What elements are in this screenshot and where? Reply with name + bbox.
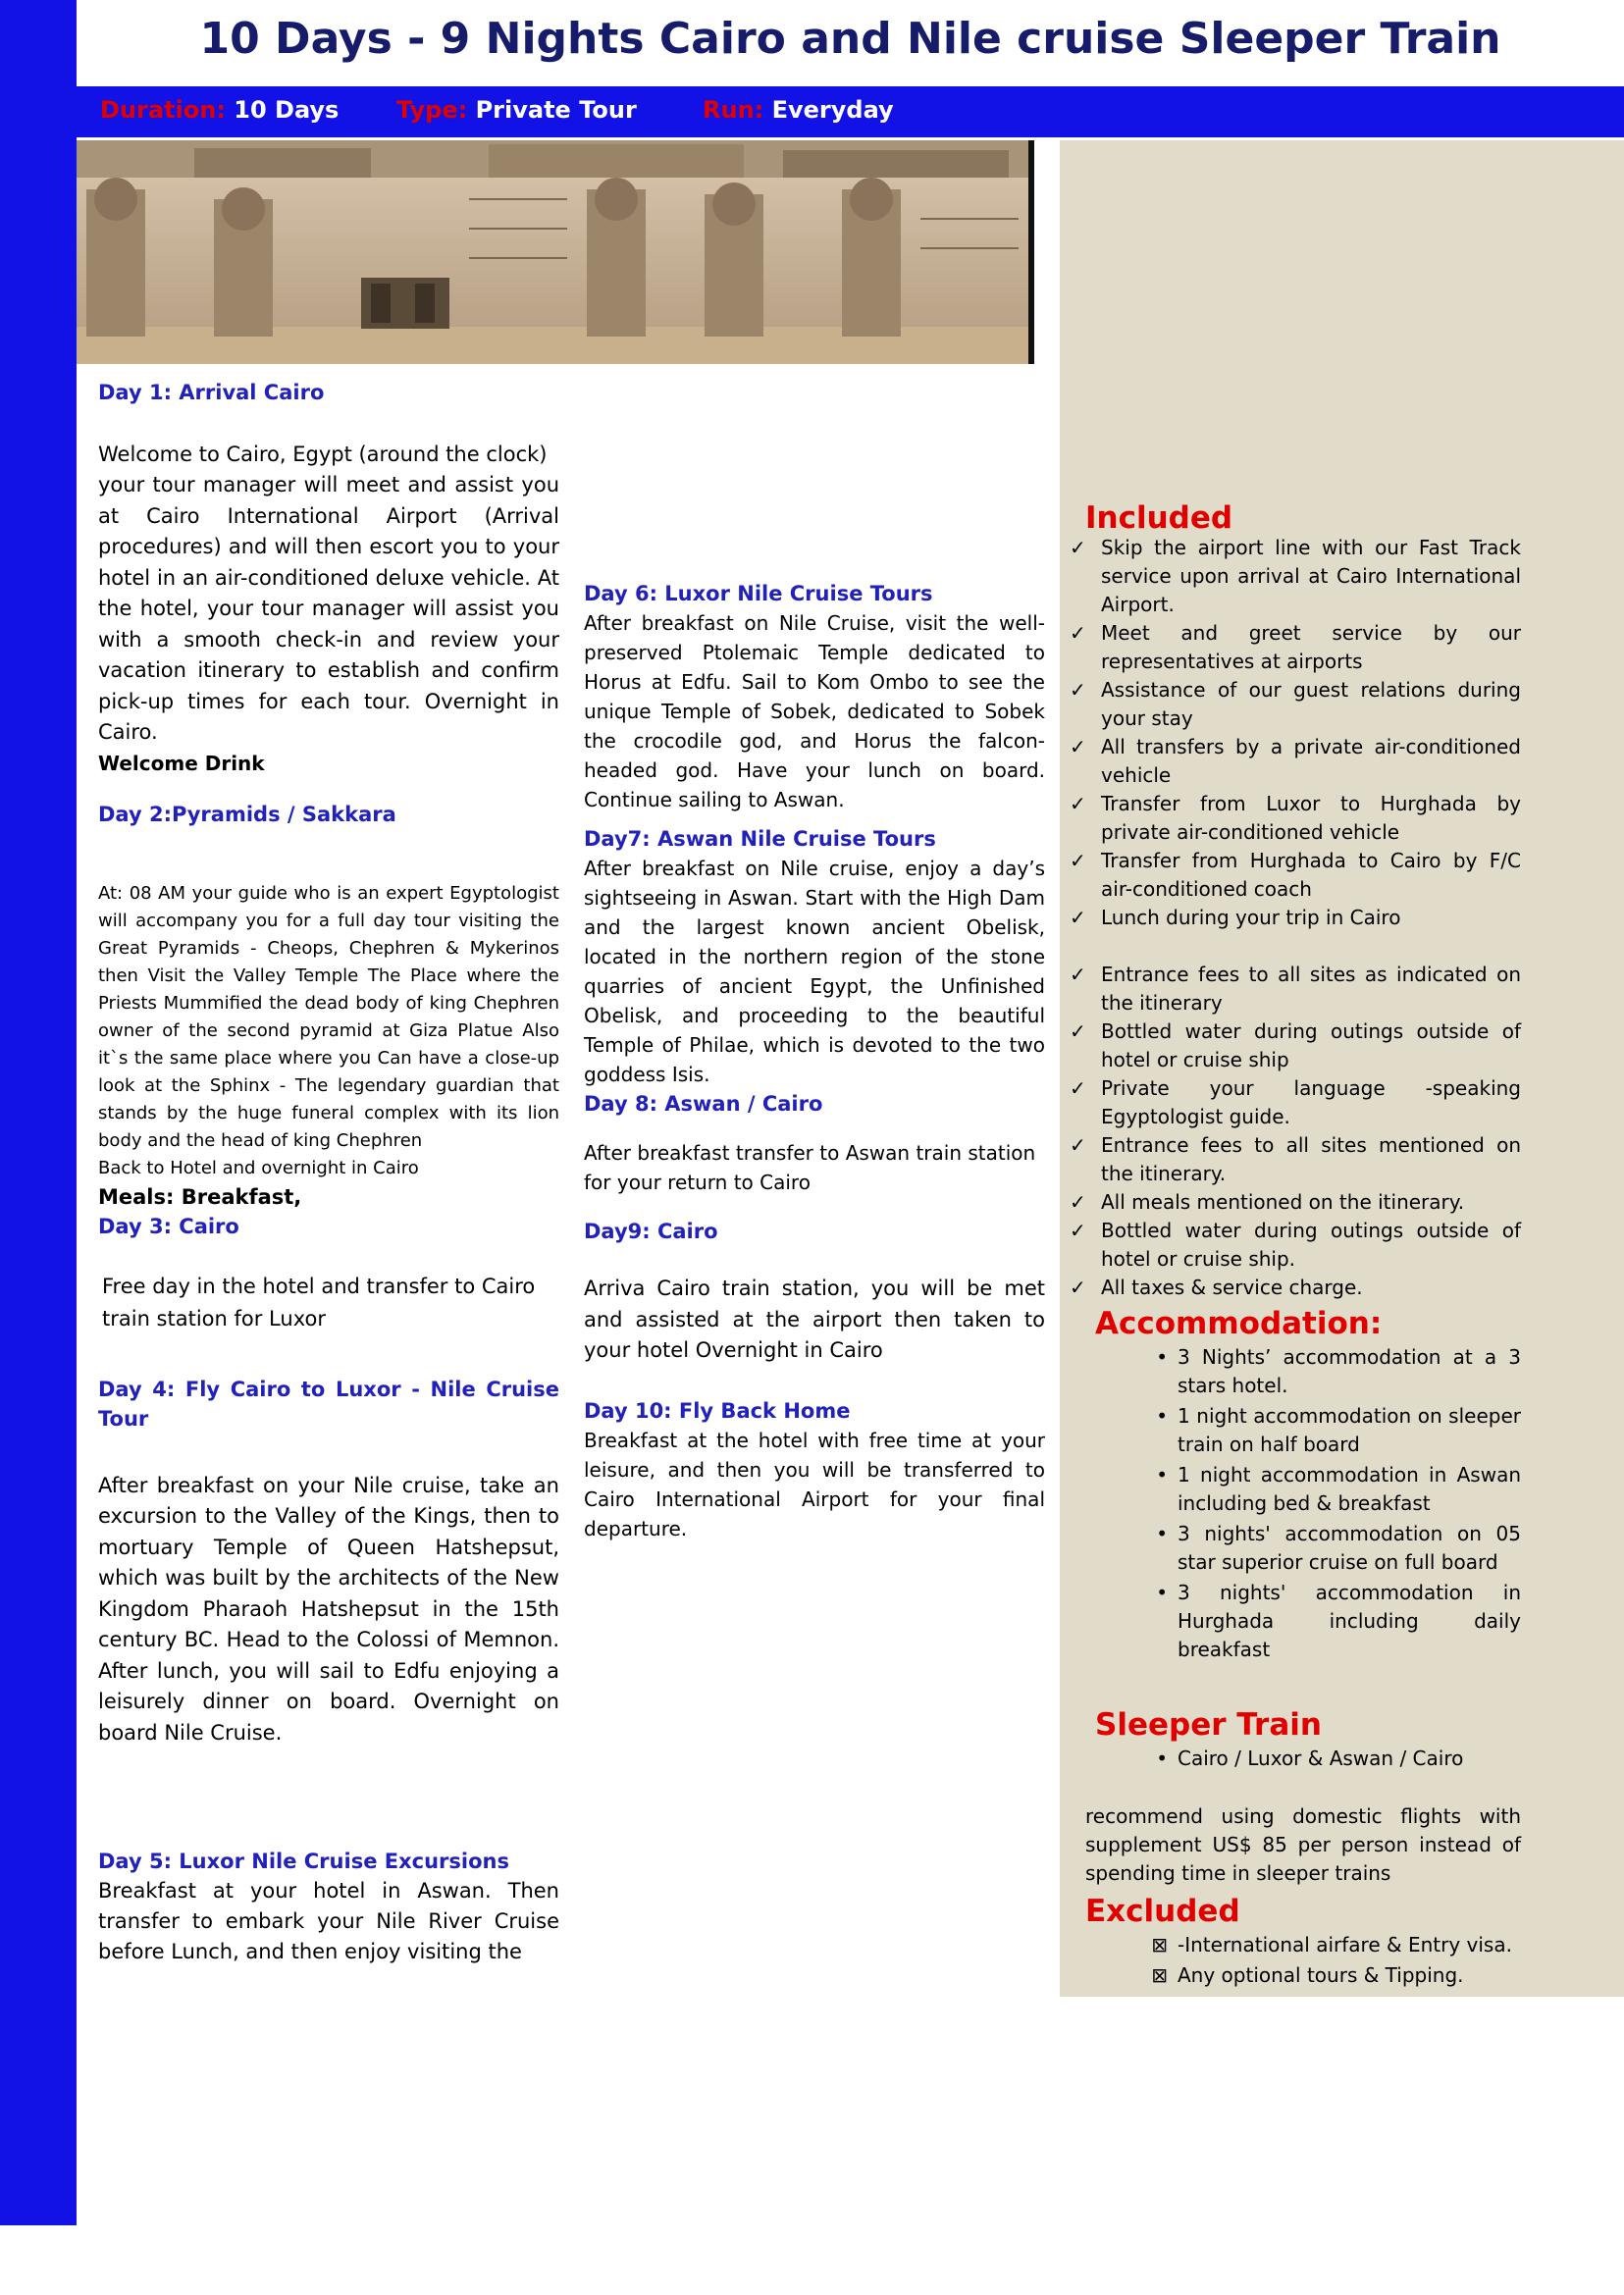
itinerary-left-column: [98, 378, 559, 1967]
day-8-heading: Day 8: Aswan / Cairo: [584, 1092, 823, 1116]
day-8-body: After breakfast transfer to Aswan train station for your return to Cairo: [584, 1141, 1036, 1194]
day-9-heading: Day9: Cairo: [584, 1220, 718, 1243]
day-7-heading: Day7: Aswan Nile Cruise Tours: [584, 827, 936, 851]
type-label: Type:: [396, 96, 468, 124]
check-icon: ✓: [1070, 1276, 1086, 1299]
duration-label: Duration:: [100, 96, 226, 124]
day-4-heading: Day 4: Fly Cairo to Luxor - Nile Cruise Tour: [98, 1377, 559, 1431]
day-1-intro: Welcome to Cairo, Egypt (around the clock): [98, 443, 548, 466]
accommodation-item: • 1 night accommodation on sleeper train on half board: [1128, 1402, 1521, 1459]
included-item: ✓ Private your language -speaking Egyptologist guide.: [1070, 1076, 1521, 1128]
day-6-body: After breakfast on Nile Cruise, visit the well-preserved Ptolemaic Temple dedicated to Horus at Edfu. Sail to Kom Ombo to see the unique Temple of Sobek, dedicated to Sobek the crocodile god, and Horus the falcon-headed god. Have your lunch on board. Continue sailing to Aswan.: [584, 611, 1045, 811]
check-icon: ✓: [1070, 1190, 1086, 1214]
excluded-item: ⊠ Any optional tours & Tipping.: [1128, 1961, 1521, 1990]
included-item: ✓ All transfers by a private air-conditioned vehicle: [1070, 735, 1521, 787]
type-value: Private Tour: [475, 96, 637, 124]
bullet-icon: •: [1156, 1747, 1168, 1770]
sleeper-train-heading: Sleeper Train: [1095, 1707, 1322, 1743]
day-1-body: your tour manager will meet and assist you at Cairo International Airport (Arrival procedures) and will then escort you to your hotel in an air-conditioned deluxe vehicle. At the hotel, your tour manager will assist you with a smooth check-in and review your vacation itinerary to establish and confirm pick-up times for each tour. Overnight in Cairo.: [98, 473, 559, 744]
included-list: [1070, 534, 1521, 1302]
included-item: ✓ Lunch during your trip in Cairo: [1070, 904, 1521, 932]
bullet-icon: •: [1156, 1345, 1168, 1369]
excluded-item: ⊠ -International airfare & Entry visa.: [1128, 1931, 1521, 1959]
day-9-body: Arriva Cairo train station, you will be met and assisted at the airport then taken to your hotel Overnight in Cairo: [584, 1277, 1045, 1362]
check-icon: ✓: [1070, 1076, 1086, 1100]
run-label: Run:: [703, 96, 764, 124]
included-item: ✓ All taxes & service charge.: [1070, 1274, 1521, 1302]
bullet-icon: •: [1156, 1404, 1168, 1428]
included-item: ✓ Entrance fees to all sites mentioned on the itinerary.: [1070, 1133, 1521, 1185]
check-icon: ✓: [1070, 536, 1086, 559]
type-info: [396, 96, 637, 124]
accommodation-item: • 3 Nights’ accommodation at a 3 stars hotel.: [1128, 1343, 1521, 1400]
duration-value: 10 Days: [234, 96, 340, 124]
day-1-heading: Day 1: Arrival Cairo: [98, 381, 325, 404]
accommodation-item: • 1 night accommodation in Aswan including bed & breakfast: [1128, 1461, 1521, 1518]
included-item: ✓ Bottled water during outings outside of hotel or cruise ship: [1070, 1019, 1521, 1071]
check-icon: ✓: [1070, 621, 1086, 645]
included-item: ✓ All meals mentioned on the itinerary.: [1070, 1188, 1521, 1217]
included-item: ✓ Skip the airport line with our Fast Track service upon arrival at Cairo International Airport.: [1070, 536, 1521, 616]
day-7-body: After breakfast on Nile cruise, enjoy a day’s sightseeing in Aswan. Start with the High Dam and the largest known ancient Obelisk, located in the northern region of the stone quarries of ancient Egypt, the Unfinished Obelisk, and proceeding to the beautiful Temple of Philae, which is devoted to the two goddess Isis.: [584, 857, 1045, 1086]
day-2-return: Back to Hotel and overnight in Cairo: [98, 1157, 419, 1178]
day-3-heading: Day 3: Cairo: [98, 1214, 239, 1238]
sleeper-train-list: [1070, 1745, 1521, 1773]
run-info: [703, 96, 894, 124]
check-icon: ✓: [1070, 849, 1086, 872]
panel-content: [1070, 498, 1521, 1992]
bullet-icon: •: [1156, 1522, 1168, 1545]
excluded-list: [1070, 1931, 1521, 1990]
day-2-heading: Day 2:Pyramids / Sakkara: [98, 802, 396, 826]
temple-photo: [77, 140, 1034, 364]
accommodation-list: [1070, 1343, 1521, 1664]
check-icon: ✓: [1070, 1219, 1086, 1242]
check-icon: ✓: [1070, 906, 1086, 929]
included-item: ✓ Entrance fees to all sites as indicated on the itinerary: [1070, 963, 1521, 1015]
page-title: 10 Days - 9 Nights Cairo and Nile cruise Sleeper Train: [199, 14, 1501, 64]
day-5-heading: Day 5: Luxor Nile Cruise Excursions: [98, 1850, 509, 1873]
accommodation-heading: Accommodation:: [1095, 1306, 1383, 1341]
left-accent-bar: [0, 0, 77, 2225]
included-item: ✓ Bottled water during outings outside of hotel or cruise ship.: [1070, 1219, 1521, 1271]
check-icon: ✓: [1070, 792, 1086, 815]
run-value: Everyday: [771, 96, 894, 124]
day-3-body: Free day in the hotel and transfer to Cairo train station for Luxor: [102, 1274, 536, 1330]
included-item: ✓ Transfer from Luxor to Hurghada by private air-conditioned vehicle: [1070, 792, 1521, 844]
included-heading: Included: [1085, 500, 1233, 536]
tour-info-bar: [77, 86, 1624, 137]
temple-illustration: [77, 140, 1034, 364]
x-box-icon: ⊠: [1151, 1933, 1168, 1956]
day-6-heading: Day 6: Luxor Nile Cruise Tours: [584, 582, 933, 605]
check-icon: ✓: [1070, 735, 1086, 758]
itinerary-middle-column: [584, 579, 1045, 1543]
day-4-body: After breakfast on your Nile cruise, take an excursion to the Valley of the Kings, then to mortuary Temple of Queen Hatshepsut, which was built by the architects of the New Kingdom Pharaoh Hatshepsut in the 15th century BC. Head to the Colossi of Memnon. After lunch, you will sail to Edfu enjoying a leisurely dinner on board. Overnight on board Nile Cruise.: [98, 1473, 559, 1745]
included-item: ✓ Meet and greet service by our representatives at airports: [1070, 621, 1521, 673]
bullet-icon: •: [1156, 1581, 1168, 1604]
x-box-icon: ⊠: [1151, 1963, 1168, 1987]
day-1-note: Welcome Drink: [98, 751, 265, 775]
day-2-meals: Meals: Breakfast,: [98, 1184, 302, 1209]
excluded-heading: Excluded: [1085, 1894, 1240, 1929]
sleeper-train-note: recommend using domestic flights with supplement US$ 85 per person instead of spending time in sleeper trains: [1085, 1804, 1521, 1885]
accommodation-item: • 3 nights' accommodation on 05 star superior cruise on full board: [1128, 1520, 1521, 1577]
check-icon: ✓: [1070, 1019, 1086, 1043]
bullet-icon: •: [1156, 1463, 1168, 1487]
sleeper-train-item: • Cairo / Luxor & Aswan / Cairo: [1128, 1745, 1521, 1773]
included-item: ✓ Assistance of our guest relations during your stay: [1070, 678, 1521, 730]
day-10-heading: Day 10: Fly Back Home: [584, 1398, 851, 1423]
accommodation-item: • 3 nights' accommodation in Hurghada including daily breakfast: [1128, 1579, 1521, 1664]
day-10-body: Breakfast at the hotel with free time at your leisure, and then you will be transferred to Cairo International Airport for your final departure.: [584, 1428, 1045, 1540]
included-item: ✓ Transfer from Hurghada to Cairo by F/C air-conditioned coach: [1070, 849, 1521, 901]
check-icon: ✓: [1070, 678, 1086, 702]
check-icon: ✓: [1070, 963, 1086, 986]
day-2-body: At: 08 AM your guide who is an expert Egyptologist will accompany you for a full day tour visiting the Great Pyramids - Cheops, Chephren & Mykerinos then Visit the Valley Temple The Place where the Priests Mummified the dead body of king Chephren owner of the second pyramid at Giza Platue Also it`s the same place where you Can have a close-up look at the Sphinx - The legendary guardian that stands by the huge funeral complex with its lion body and the head of king Chephren: [98, 882, 559, 1151]
duration-info: [100, 96, 339, 124]
day-5-body: Breakfast at your hotel in Aswan. Then transfer to embark your Nile River Cruise before Lunch, and then enjoy visiting the: [98, 1879, 559, 1963]
check-icon: ✓: [1070, 1133, 1086, 1157]
